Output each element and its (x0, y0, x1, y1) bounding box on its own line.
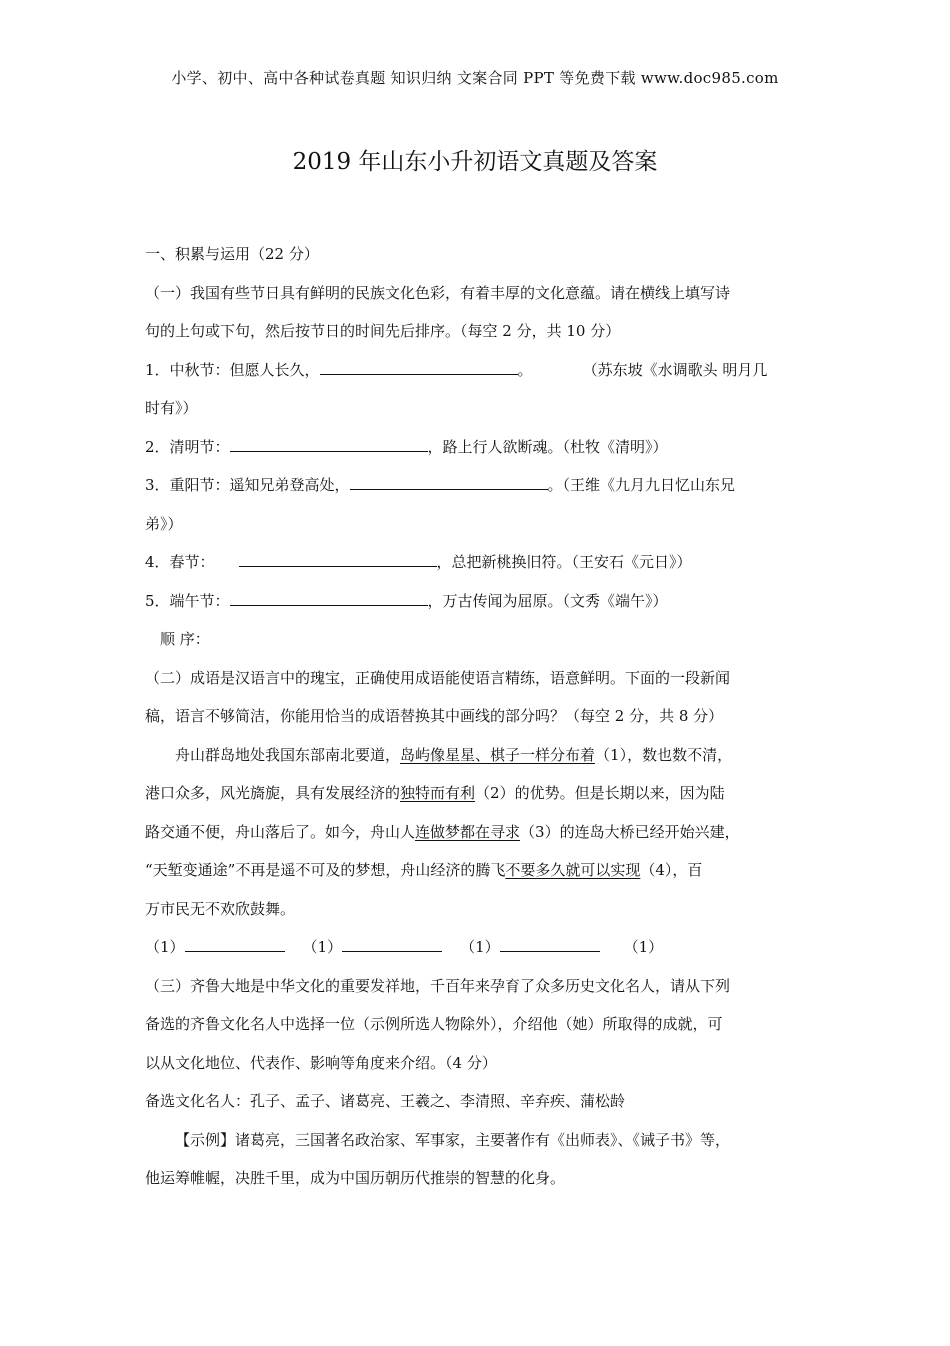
question-text: 3．重阳节：遥知兄弟登高处， (145, 476, 350, 494)
question-1-continued: 时有》） (145, 399, 198, 417)
part2-intro-line: 稿，语言不够简洁，你能用恰当的成语替换其中画线的部分吗？（每空 2 分，共 8 分） (145, 707, 724, 725)
answer-blank[interactable] (230, 589, 428, 606)
answer-row (145, 928, 810, 967)
question-3 (145, 466, 810, 505)
example-line: 他运筹帷幄，决胜千里，成为中国历朝历代推崇的智慧的化身。 (145, 1169, 566, 1187)
example-line: 【示例】诸葛亮，三国著名政治家、军事家，主要著作有《出师表》、《诫子书》等， (175, 1130, 731, 1149)
part3-intro-line: 以从文化地位、代表作、影响等角度来介绍。（4 分） (145, 1053, 497, 1072)
answer-blank[interactable] (350, 473, 548, 490)
question-4 (145, 543, 810, 582)
question-3-continued: 弟》） (145, 514, 183, 533)
answer-blank[interactable] (320, 358, 518, 375)
passage-text: 路交通不便，舟山落后了。如今，舟山人 (145, 822, 416, 841)
passage-text: （2）的优势。但是长期以来，因为陆 (475, 784, 725, 802)
question-1 (145, 351, 810, 390)
answer-label: （1） (623, 938, 664, 956)
passage-text: 舟山群岛地处我国东部南北要道， (175, 745, 401, 764)
question-2 (145, 428, 810, 467)
part1-intro-line: （一）我国有些节日具有鲜明的民族文化色彩，有着丰厚的文化意蕴。请在横线上填写诗 (145, 283, 731, 302)
passage-line (145, 813, 810, 852)
question-text: 5．端午节： (145, 591, 230, 610)
answer-blank[interactable] (342, 935, 442, 952)
site-banner: 小学、初中、高中各种试卷真题 知识归纳 文案合同 PPT 等免费下载 www.doc985.com (171, 69, 779, 87)
question-text: ，路上行人欲断魂。（杜牧《清明》） (427, 437, 668, 456)
underlined-phrase: 不要多久就可以实现 (505, 861, 641, 879)
section-heading: 一、积累与运用（22 分） (145, 245, 319, 263)
passage-line (145, 851, 810, 890)
part1-intro-line: 句的上句或下句，然后按节日的时间先后排序。（每空 2 分，共 10 分） (145, 322, 621, 340)
order-prompt: 顺 序： (160, 630, 210, 648)
answer-label: （1） (302, 938, 343, 956)
question-source: （苏东坡《水调歌头 明月几 (582, 360, 768, 379)
answer-blank[interactable] (500, 935, 600, 952)
part3-intro-line: 备选的齐鲁文化名人中选择一位（示例所选人物除外），介绍他（她）所取得的成就，可 (145, 1015, 723, 1033)
exam-content (145, 235, 810, 1198)
question-5 (145, 582, 810, 621)
passage-text: 港口众多，风光旖旎，具有发展经济的 (145, 784, 401, 802)
passage-text: “天堑变通途”不再是遥不可及的梦想，舟山经济的腾飞 (145, 861, 506, 879)
question-text: ，总把新桃换旧符。（王安石《元日》） (436, 553, 692, 571)
passage-line: 万市民无不欢欣鼓舞。 (145, 899, 296, 918)
question-text: 。（王维《九月九日忆山东兄 (547, 476, 736, 494)
question-text: 2．清明节： (145, 437, 230, 456)
part2-intro-line: （二）成语是汉语言中的瑰宝，正确使用成语能使语言精练，语意鲜明。下面的一段新闻 (145, 668, 731, 687)
part3-intro-line: （三）齐鲁大地是中华文化的重要发祥地，千百年来孕育了众多历史文化名人，请从下列 (145, 976, 731, 995)
answer-blank[interactable] (239, 550, 437, 567)
passage-line (145, 736, 810, 775)
question-text: 4．春节： (145, 553, 215, 571)
passage-text: （4），百 (640, 861, 703, 879)
underlined-phrase: 独特而有利 (400, 784, 476, 802)
candidate-list: 备选文化名人：孔子、孟子、诸葛亮、王羲之、李清照、辛弃疾、蒲松龄 (145, 1092, 626, 1110)
passage-text: （1），数也数不清， (595, 745, 733, 764)
page-title: 2019 年山东小升初语文真题及答案 (292, 149, 658, 175)
answer-label: （1） (460, 938, 500, 956)
answer-blank[interactable] (185, 935, 285, 952)
underlined-phrase: 岛屿像星星、棋子一样分布着 (400, 745, 596, 764)
question-text: 。 (517, 360, 533, 379)
question-text: ，万古传闻为屈原。（文秀《端午》） (427, 591, 668, 610)
passage-line (145, 774, 810, 813)
answer-blank[interactable] (230, 435, 428, 452)
underlined-phrase: 连做梦都在寻求 (415, 822, 521, 841)
question-text: 1．中秋节：但愿人长久， (145, 360, 320, 379)
answer-label: （1） (145, 938, 185, 956)
passage-text: （3）的连岛大桥已经开始兴建， (520, 822, 740, 841)
